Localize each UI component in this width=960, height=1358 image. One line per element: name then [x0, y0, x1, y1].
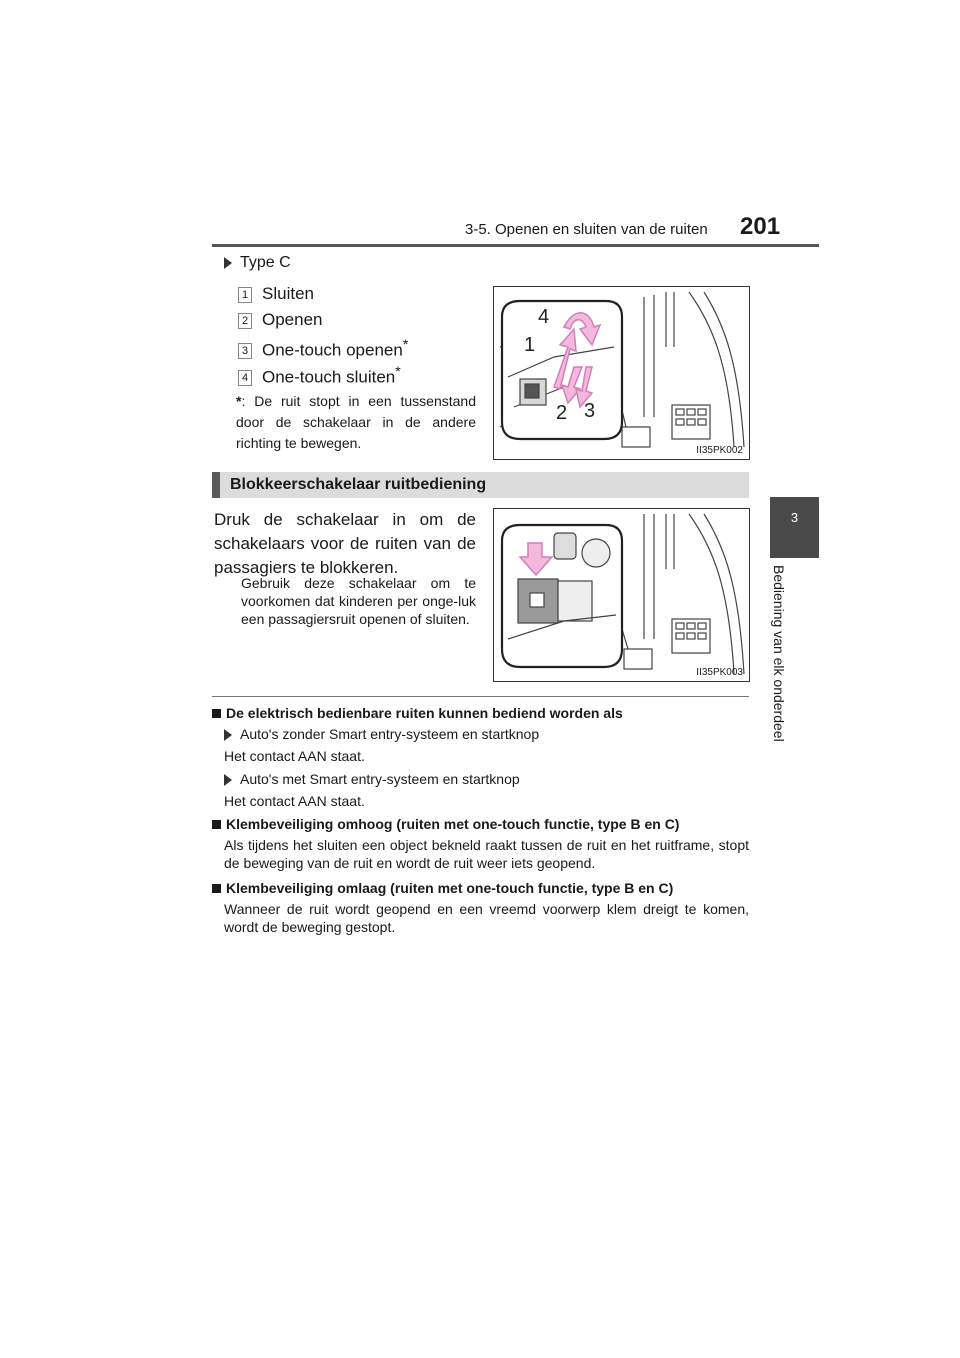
note-text: Wanneer de ruit wordt geopend en een vreemd voorwerp klem dreigt te komen, wordt de beweging gestopt.	[224, 901, 749, 935]
section-title: 3-5. Openen en sluiten van de ruiten	[465, 221, 708, 238]
note-text: Het contact AAN staat.	[224, 748, 365, 764]
section-heading-bar: Blokkeerschakelaar ruitbediening	[212, 472, 749, 498]
triangle-bullet-icon	[224, 729, 232, 741]
chapter-title-vertical: Bediening van elk onderdeel	[771, 565, 787, 742]
number-badge: 1	[238, 287, 252, 303]
number-badge: 3	[238, 343, 252, 359]
header-divider	[212, 244, 819, 247]
lock-note-text: Gebruik deze schakelaar om te voorkomen dat kinderen per onge-luk een passagiersruit openen of sluiten.	[241, 575, 476, 627]
note-bullet: Auto's zonder Smart entry-systeem en startknop	[224, 725, 749, 743]
square-bullet-icon	[212, 884, 221, 893]
lock-switch-figure	[493, 508, 750, 682]
window-switch-figure	[493, 286, 750, 460]
list-item: 4 One-touch sluiten*	[238, 364, 401, 388]
lock-intro-text: Druk de schakelaar in om de schakelaars voor de ruiten van de passagiers te blokkeren.	[214, 510, 476, 577]
lock-switch-illustration	[494, 509, 749, 681]
notes-divider	[212, 696, 749, 697]
callout-4: 4	[538, 306, 550, 328]
list-item: 3 One-touch openen*	[238, 337, 408, 361]
callout-1: 1	[524, 334, 536, 356]
window-switch-illustration	[494, 287, 749, 459]
note-bullet: Auto's met Smart entry-systeem en startknop	[224, 770, 749, 788]
footnote: *: De ruit stopt in een tussenstand door de schakelaar in de andere richting te bewegen.	[236, 393, 476, 451]
chapter-tab: 3	[770, 497, 819, 558]
note-text: Het contact AAN staat.	[224, 793, 365, 809]
figure-code: II35PK003	[696, 667, 743, 678]
square-bullet-icon	[212, 820, 221, 829]
note-heading: Klembeveiliging omhoog (ruiten met one-touch functie, type B en C)	[212, 816, 679, 832]
callout-2: 2	[556, 402, 568, 424]
callout-3: 3	[584, 400, 596, 422]
number-badge: 4	[238, 370, 252, 386]
triangle-bullet-icon	[224, 774, 232, 786]
note-heading: De elektrisch bedienbare ruiten kunnen bediend worden als	[212, 705, 623, 721]
square-bullet-icon	[212, 709, 221, 718]
note-text: Als tijdens het sluiten een object bekneld raakt tussen de ruit en het ruitframe, stopt de beweging van de ruit en wordt de ruit weer iets geopend.	[224, 837, 749, 871]
type-c-label: Type C	[224, 254, 291, 272]
number-badge: 2	[238, 313, 252, 329]
triangle-bullet-icon	[224, 257, 232, 269]
list-item: 1 Sluiten	[238, 284, 314, 304]
page-number: 201	[740, 213, 781, 240]
figure-code: II35PK002	[696, 445, 743, 456]
note-heading: Klembeveiliging omlaag (ruiten met one-touch functie, type B en C)	[212, 880, 673, 896]
list-item: 2 Openen	[238, 310, 323, 330]
